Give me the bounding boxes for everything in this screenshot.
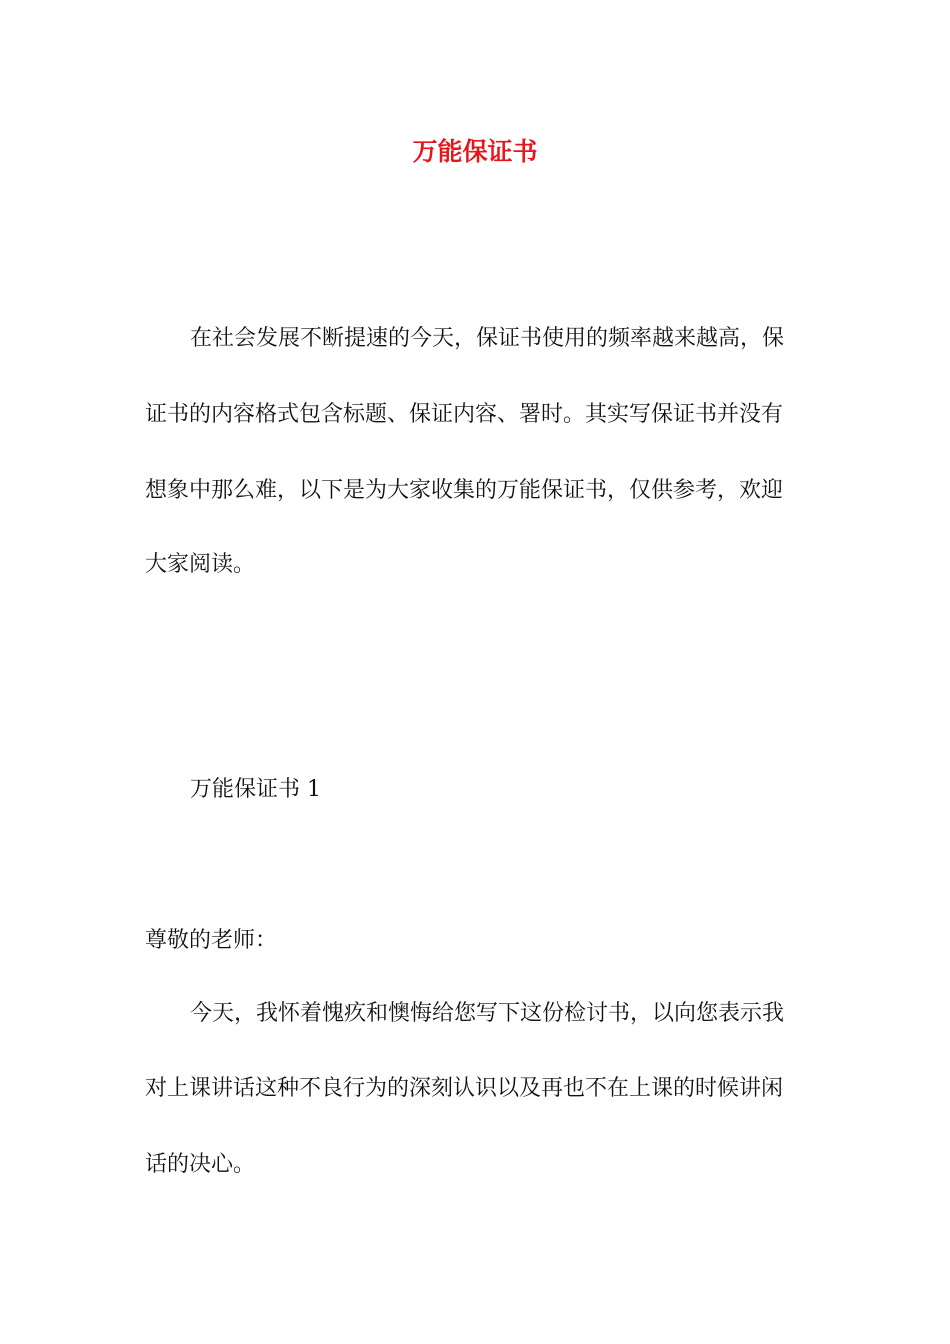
intro-line-3: 想象中那么难，以下是为大家收集的万能保证书，仅供参考，欢迎 (145, 478, 784, 503)
body-line-3: 话的决心。 (145, 1152, 256, 1177)
intro-line-4: 大家阅读。 (145, 552, 256, 577)
body-line-1: 今天，我怀着愧疚和懊悔给您写下这份检讨书，以向您表示我 (190, 1001, 785, 1026)
salutation: 尊敬的老师： (145, 928, 278, 953)
intro-line-1: 在社会发展不断提速的今天，保证书使用的频率越来越高，保 (190, 326, 785, 351)
section-heading: 万能保证书 1 (190, 777, 321, 802)
intro-line-2: 证书的内容格式包含标题、保证内容、署时。其实写保证书并没有 (145, 402, 784, 427)
body-line-2: 对上课讲话这种不良行为的深刻认识以及再也不在上课的时候讲闲 (145, 1076, 784, 1101)
document-title: 万能保证书 (412, 137, 538, 166)
